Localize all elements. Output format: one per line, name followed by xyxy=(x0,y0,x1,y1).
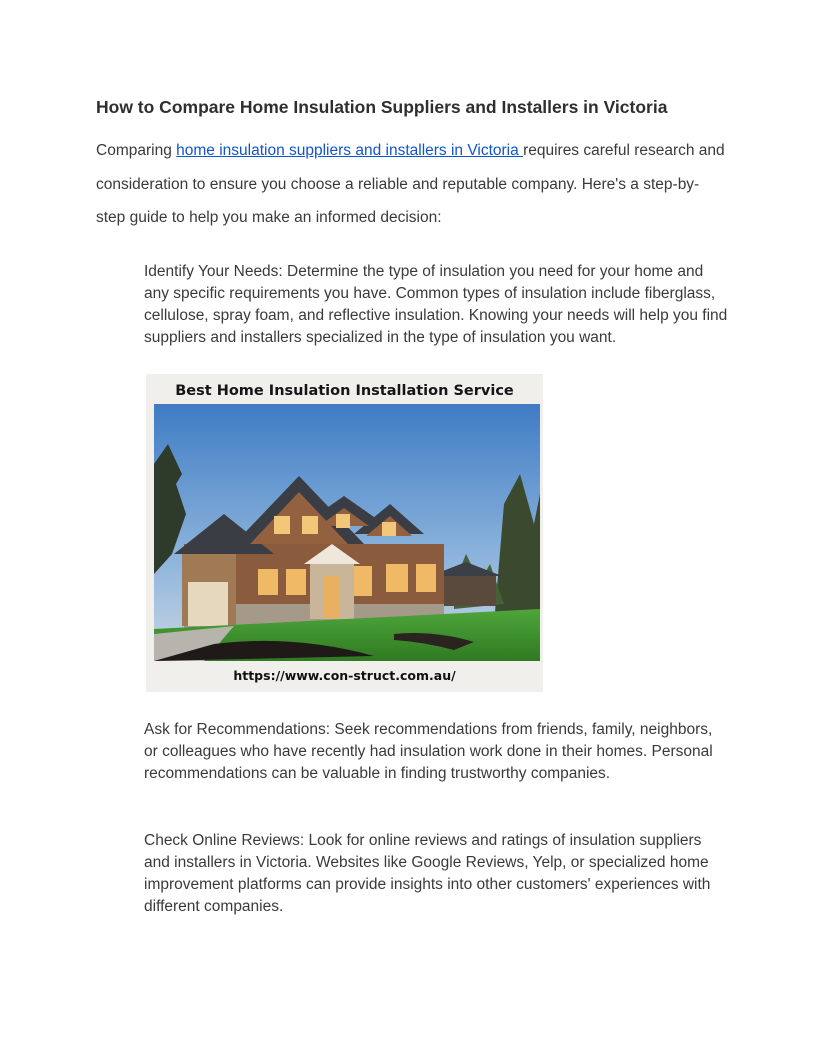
list-item-identify-needs: Identify Your Needs: Determine the type of insulation you need for your home and any specific requirements you have. Common types of insulation include fiberglass, cellulose, spray foam, and reflective insulation. Knowing your needs will help you find suppliers and installers specialized in the type of insulation you want. xyxy=(144,263,728,346)
page-title: How to Compare Home Insulation Suppliers and Installers in Victoria xyxy=(96,97,668,117)
figure-url: https://www.con-struct.com.au/ xyxy=(233,668,456,683)
intro-prefix: Comparing xyxy=(96,142,177,159)
suppliers-link[interactable]: home insulation suppliers and installers in Victoria xyxy=(176,142,524,159)
list-item-online-reviews: Check Online Reviews: Look for online reviews and ratings of insulation suppliers and installers in Victoria. Websites like Google Reviews, Yelp, or specialized home improvement platforms can provide insights into other customers' experiences with different companies. xyxy=(144,832,711,915)
list-item-recommendations: Ask for Recommendations: Seek recommendations from friends, family, neighbors, or colleagues who have recently had insulation work done in their homes. Personal recommendations can be valuable in finding trustworthy companies. xyxy=(144,721,713,782)
house-photo xyxy=(154,404,540,661)
house-figure xyxy=(146,374,543,692)
figure-title-line1: Best Home Insulation Installation Service xyxy=(175,383,514,399)
intro-paragraph xyxy=(96,134,726,235)
intro-suffix: requires careful research and consideration to ensure you choose a reliable and reputable company. Here's a step-by-step guide to help you make an informed decision: xyxy=(96,142,725,226)
